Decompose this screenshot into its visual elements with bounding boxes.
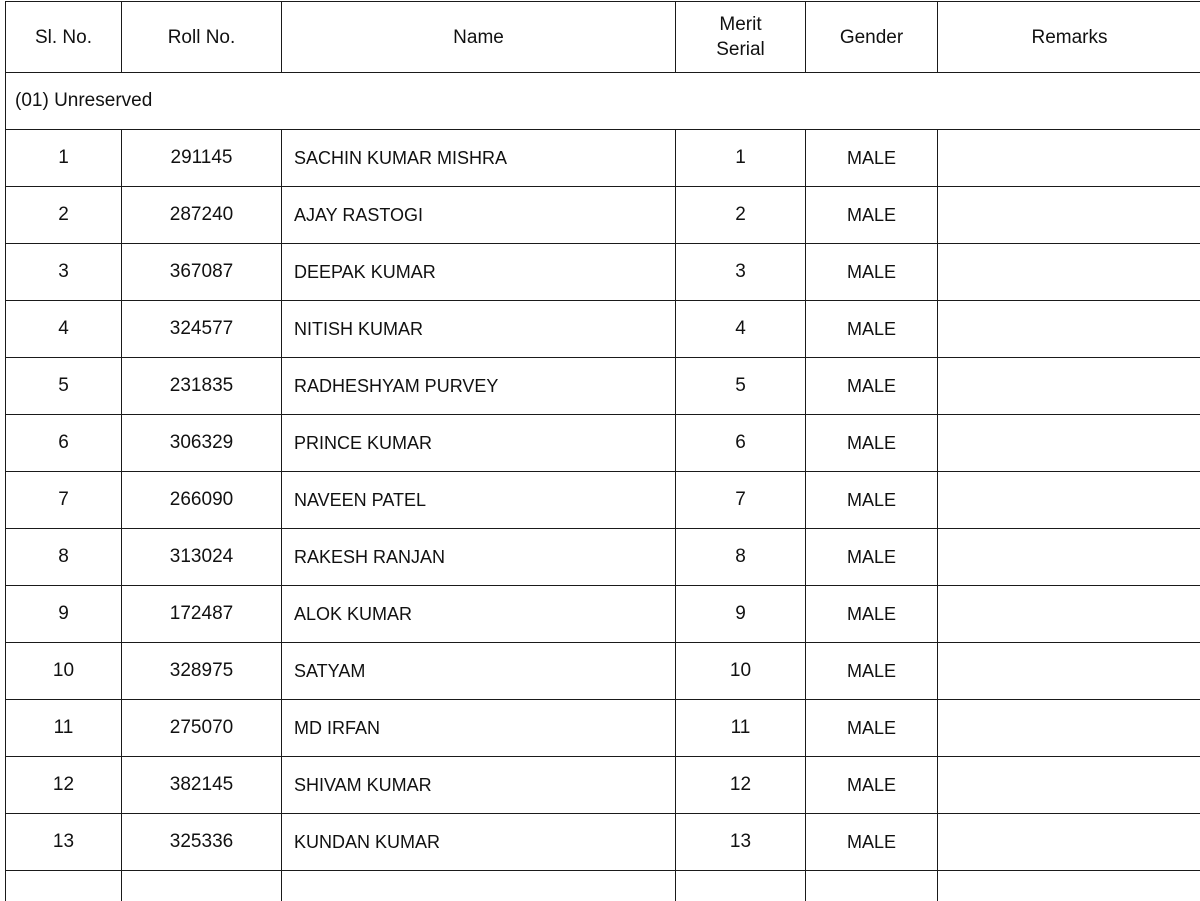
roll-no-cell: 306329 bbox=[122, 415, 282, 472]
roll-no-cell: 275070 bbox=[122, 700, 282, 757]
empty-cell bbox=[122, 871, 282, 901]
merit-serial-cell: 1 bbox=[676, 130, 806, 187]
table-row bbox=[6, 244, 1200, 301]
remarks-cell bbox=[938, 415, 1200, 472]
remarks-cell bbox=[938, 472, 1200, 529]
name-cell: SATYAM bbox=[282, 643, 676, 700]
table-row bbox=[6, 586, 1200, 643]
merit-serial-cell: 4 bbox=[676, 301, 806, 358]
sl-no-cell: 3 bbox=[6, 244, 122, 301]
col-header-roll-no: Roll No. bbox=[122, 2, 282, 73]
name-cell: NITISH KUMAR bbox=[282, 301, 676, 358]
roll-no-cell: 325336 bbox=[122, 814, 282, 871]
table-row bbox=[6, 358, 1200, 415]
roll-no-cell: 313024 bbox=[122, 529, 282, 586]
roll-no-cell: 328975 bbox=[122, 643, 282, 700]
merit-serial-cell: 11 bbox=[676, 700, 806, 757]
table-row bbox=[6, 757, 1200, 814]
name-cell: PRINCE KUMAR bbox=[282, 415, 676, 472]
table-row bbox=[6, 814, 1200, 871]
col-header-remarks: Remarks bbox=[938, 2, 1200, 73]
remarks-cell bbox=[938, 586, 1200, 643]
remarks-cell bbox=[938, 700, 1200, 757]
name-cell: DEEPAK KUMAR bbox=[282, 244, 676, 301]
merit-serial-cell: 2 bbox=[676, 187, 806, 244]
table-row bbox=[6, 700, 1200, 757]
empty-cell bbox=[282, 871, 676, 901]
remarks-cell bbox=[938, 244, 1200, 301]
gender-cell: MALE bbox=[806, 757, 938, 814]
gender-cell: MALE bbox=[806, 301, 938, 358]
header-row bbox=[6, 2, 1200, 73]
gender-cell: MALE bbox=[806, 415, 938, 472]
merit-serial-cell: 10 bbox=[676, 643, 806, 700]
merit-serial-cell: 13 bbox=[676, 814, 806, 871]
remarks-cell bbox=[938, 301, 1200, 358]
sl-no-cell: 4 bbox=[6, 301, 122, 358]
col-header-sl-no: Sl. No. bbox=[6, 2, 122, 73]
merit-header-line2: Serial bbox=[676, 37, 805, 62]
gender-cell: MALE bbox=[806, 244, 938, 301]
col-header-gender: Gender bbox=[806, 2, 938, 73]
empty-cell bbox=[676, 871, 806, 901]
merit-serial-cell: 7 bbox=[676, 472, 806, 529]
gender-cell: MALE bbox=[806, 643, 938, 700]
merit-header-line1: Merit bbox=[676, 12, 805, 37]
sl-no-cell: 13 bbox=[6, 814, 122, 871]
name-cell: RAKESH RANJAN bbox=[282, 529, 676, 586]
name-cell: AJAY RASTOGI bbox=[282, 187, 676, 244]
roll-no-cell: 291145 bbox=[122, 130, 282, 187]
table-row-partial bbox=[6, 871, 1200, 901]
merit-serial-cell: 9 bbox=[676, 586, 806, 643]
remarks-cell bbox=[938, 643, 1200, 700]
category-row bbox=[6, 73, 1200, 130]
sl-no-cell: 12 bbox=[6, 757, 122, 814]
gender-cell: MALE bbox=[806, 130, 938, 187]
roll-no-cell: 287240 bbox=[122, 187, 282, 244]
merit-serial-cell: 5 bbox=[676, 358, 806, 415]
roll-no-cell: 367087 bbox=[122, 244, 282, 301]
roll-no-cell: 382145 bbox=[122, 757, 282, 814]
merit-serial-cell: 8 bbox=[676, 529, 806, 586]
empty-cell bbox=[806, 871, 938, 901]
sl-no-cell: 11 bbox=[6, 700, 122, 757]
gender-cell: MALE bbox=[806, 358, 938, 415]
table-row bbox=[6, 472, 1200, 529]
sl-no-cell: 10 bbox=[6, 643, 122, 700]
merit-list-table bbox=[5, 1, 1200, 901]
remarks-cell bbox=[938, 529, 1200, 586]
sl-no-cell: 9 bbox=[6, 586, 122, 643]
remarks-cell bbox=[938, 187, 1200, 244]
sl-no-cell: 1 bbox=[6, 130, 122, 187]
table-row bbox=[6, 301, 1200, 358]
gender-cell: MALE bbox=[806, 814, 938, 871]
gender-cell: MALE bbox=[806, 472, 938, 529]
table-row bbox=[6, 130, 1200, 187]
table-row bbox=[6, 415, 1200, 472]
name-cell: SHIVAM KUMAR bbox=[282, 757, 676, 814]
sl-no-cell: 5 bbox=[6, 358, 122, 415]
remarks-cell bbox=[938, 130, 1200, 187]
name-cell: KUNDAN KUMAR bbox=[282, 814, 676, 871]
name-cell: RADHESHYAM PURVEY bbox=[282, 358, 676, 415]
col-header-name: Name bbox=[282, 2, 676, 73]
name-cell: ALOK KUMAR bbox=[282, 586, 676, 643]
roll-no-cell: 324577 bbox=[122, 301, 282, 358]
empty-cell bbox=[6, 871, 122, 901]
sl-no-cell: 2 bbox=[6, 187, 122, 244]
name-cell: SACHIN KUMAR MISHRA bbox=[282, 130, 676, 187]
sl-no-cell: 8 bbox=[6, 529, 122, 586]
table-row bbox=[6, 529, 1200, 586]
table-row bbox=[6, 643, 1200, 700]
sl-no-cell: 7 bbox=[6, 472, 122, 529]
merit-serial-cell: 12 bbox=[676, 757, 806, 814]
gender-cell: MALE bbox=[806, 700, 938, 757]
table-row bbox=[6, 187, 1200, 244]
remarks-cell bbox=[938, 757, 1200, 814]
merit-serial-cell: 6 bbox=[676, 415, 806, 472]
name-cell: NAVEEN PATEL bbox=[282, 472, 676, 529]
merit-serial-cell: 3 bbox=[676, 244, 806, 301]
gender-cell: MALE bbox=[806, 586, 938, 643]
gender-cell: MALE bbox=[806, 529, 938, 586]
sl-no-cell: 6 bbox=[6, 415, 122, 472]
gender-cell: MALE bbox=[806, 187, 938, 244]
name-cell: MD IRFAN bbox=[282, 700, 676, 757]
category-label: (01) Unreserved bbox=[6, 73, 1200, 130]
remarks-cell bbox=[938, 814, 1200, 871]
roll-no-cell: 266090 bbox=[122, 472, 282, 529]
col-header-merit-serial bbox=[676, 2, 806, 73]
roll-no-cell: 231835 bbox=[122, 358, 282, 415]
roll-no-cell: 172487 bbox=[122, 586, 282, 643]
empty-cell bbox=[938, 871, 1200, 901]
remarks-cell bbox=[938, 358, 1200, 415]
